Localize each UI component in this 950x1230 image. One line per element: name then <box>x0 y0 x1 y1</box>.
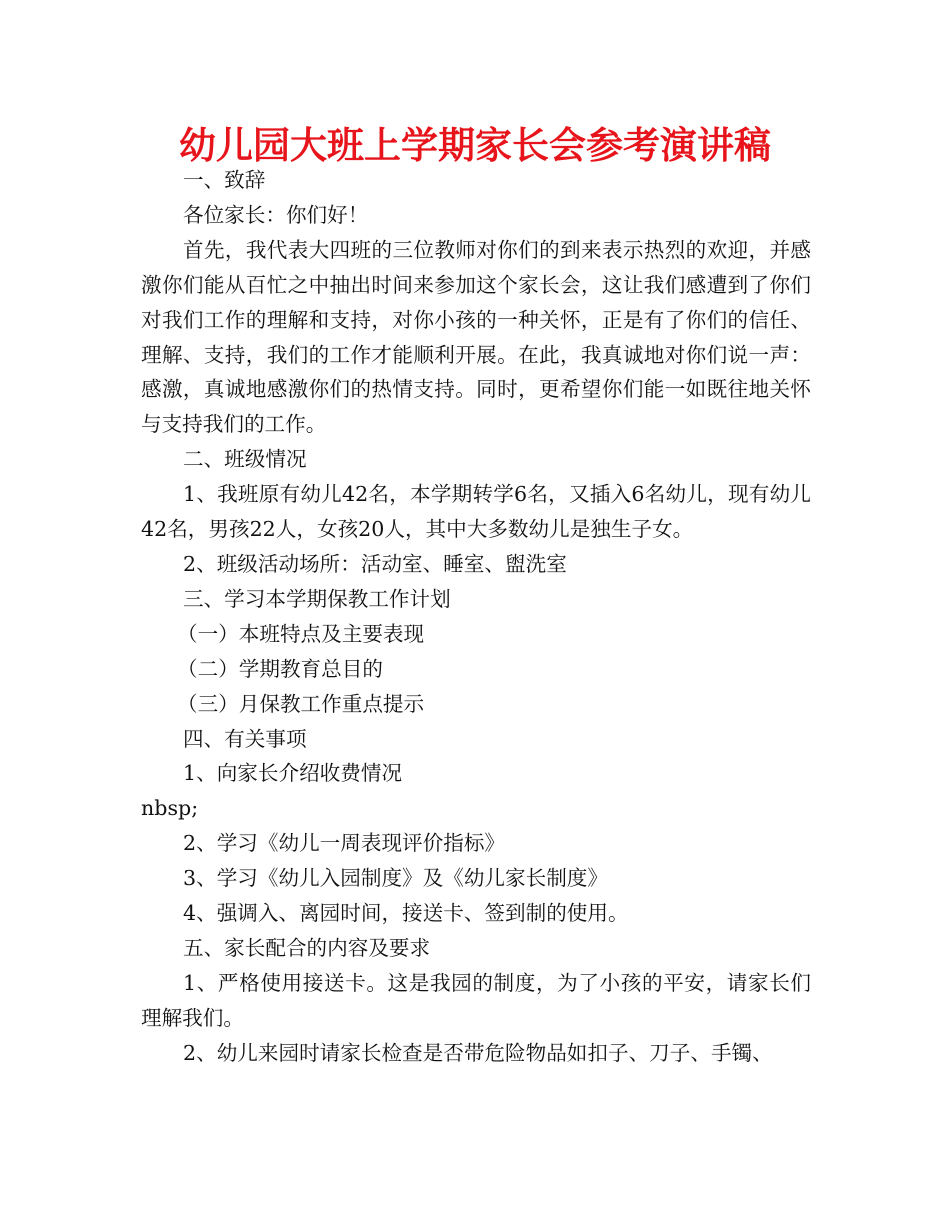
cooperation-item-2: 2、幼儿来园时请家长检查是否带危险物品如扣子、刀子、手镯、 <box>183 1040 773 1065</box>
document-body <box>141 163 811 1071</box>
matters-item-2: 2、学习《幼儿一周表现评价指标》 <box>183 831 506 856</box>
section-heading-matters: 四、有关事项 <box>183 726 307 751</box>
paragraph-class-size: 1、我班原有幼儿42名，本学期转学6名，又插入6名幼儿，现有幼儿42名，男孩22人，女孩20人，其中大多数幼儿是独生子女。 <box>141 482 811 542</box>
matters-item-3: 3、学习《幼儿入园制度》及《幼儿家长制度》 <box>183 866 608 891</box>
section-heading-greeting: 一、致辞 <box>183 168 266 192</box>
document-title: 幼儿园大班上学期家长会参考演讲稿 <box>179 124 771 167</box>
cooperation-item-1: 1、严格使用接送卡。这是我园的制度，为了小孩的平安，请家长们理解我们。 <box>141 970 811 1030</box>
paragraph-welcome: 首先，我代表大四班的三位教师对你们的到来表示热烈的欢迎，并感激你们能从百忙之中抽出时间来参加这个家长会，这让我们感遭到了你们对我们工作的理解和支持，对你小孩的一种关怀，正是有了你们的信任、理解、支持，我们的工作才能顺利开展。在此，我真诚地对你们说一声：感激，真诚地感激你们的热情支持。同时，更希望你们能一如既往地关怀与支持我们的工作。 <box>141 237 811 437</box>
salutation: 各位家长：你们好！ <box>183 202 369 227</box>
matters-item-1: 1、向家长介绍收费情况 <box>183 761 403 786</box>
section-heading-class-situation: 二、班级情况 <box>183 447 307 472</box>
section-heading-plan: 三、学习本学期保教工作计划 <box>183 586 451 611</box>
paragraph-activity-rooms: 2、班级活动场所：活动室、睡室、盥洗室 <box>183 551 567 576</box>
section-heading-parent-cooperation: 五、家长配合的内容及要求 <box>183 935 431 960</box>
plan-item-2: （二）学期教育总目的 <box>177 656 383 681</box>
plan-item-1: （一）本班特点及主要表现 <box>177 621 425 646</box>
plan-item-3: （三）月保教工作重点提示 <box>177 691 425 716</box>
matters-item-4: 4、强调入、离园时间，接送卡、签到制的使用。 <box>183 901 629 926</box>
stray-text: nbsp; <box>141 796 199 821</box>
